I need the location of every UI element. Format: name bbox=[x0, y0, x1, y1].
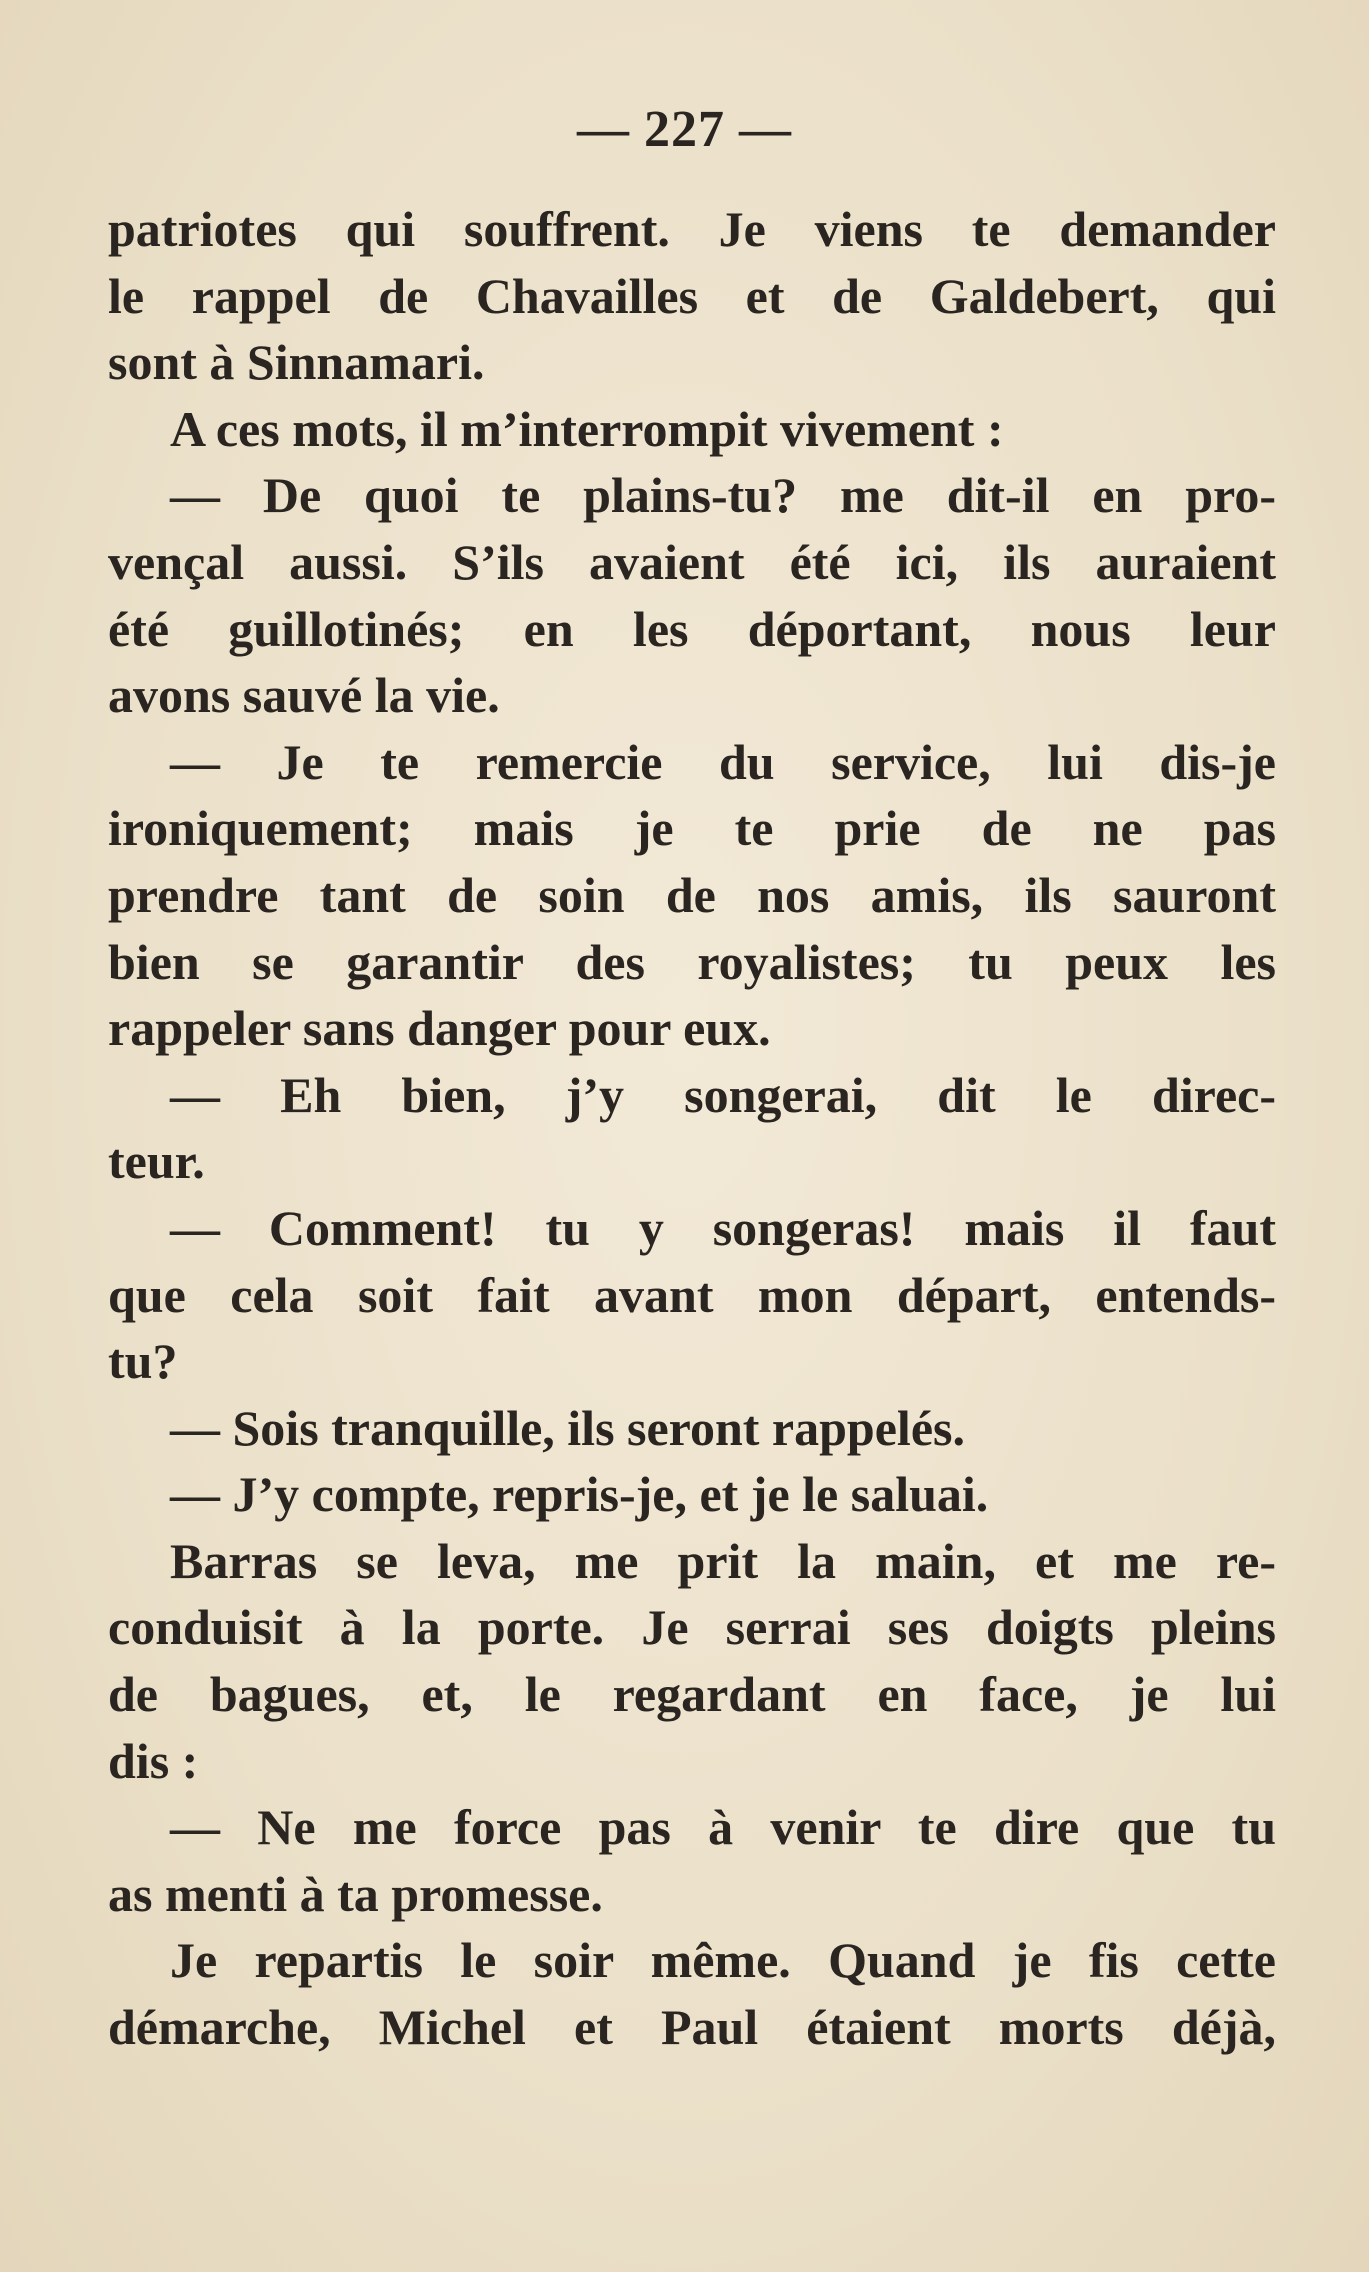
text-line: teur. bbox=[108, 1133, 205, 1190]
text-line: sont à Sinnamari. bbox=[108, 334, 485, 391]
text-line: été guillotinés; en les déportant, nous leur bbox=[108, 600, 1276, 657]
text-line: — Je te remercie du service, lui dis-je bbox=[170, 733, 1276, 790]
text-line: avons sauvé la vie. bbox=[108, 667, 500, 724]
text-line: le rappel de Chavailles et de Galdebert, qui bbox=[108, 267, 1276, 324]
text-line: A ces mots, il m’interrompit vivement : bbox=[170, 400, 1004, 457]
text-line: Je repartis le soir même. Quand je fis cette bbox=[170, 1932, 1276, 1989]
text-line: ironiquement; mais je te prie de ne pas bbox=[108, 800, 1276, 857]
text-line: dis : bbox=[108, 1732, 199, 1789]
text-line: — Ne me force pas à venir te dire que tu bbox=[170, 1799, 1276, 1856]
text-line: prendre tant de soin de nos amis, ils sauront bbox=[108, 866, 1276, 923]
text-line: — Sois tranquille, ils seront rappelés. bbox=[170, 1399, 965, 1456]
text-line: que cela soit fait avant mon départ, entends- bbox=[108, 1266, 1276, 1323]
text-line: conduisit à la porte. Je serrai ses doigts pleins bbox=[108, 1599, 1276, 1656]
text-line: — De quoi te plains-tu? me dit-il en pro- bbox=[170, 467, 1276, 524]
text-line: tu? bbox=[108, 1333, 178, 1390]
text-line: — Eh bien, j’y songerai, dit le direc- bbox=[170, 1066, 1276, 1123]
text-line: patriotes qui souffrent. Je viens te demander bbox=[108, 201, 1276, 257]
text-line: Barras se leva, me prit la main, et me re- bbox=[170, 1532, 1276, 1589]
text-line: de bagues, et, le regardant en face, je lui bbox=[108, 1666, 1276, 1723]
text-line: rappeler sans danger pour eux. bbox=[108, 1000, 771, 1057]
text-line: démarche, Michel et Paul étaient morts déjà, bbox=[108, 1999, 1276, 2056]
text-line: bien se garantir des royalistes; tu peux les bbox=[108, 933, 1276, 990]
text-line: as menti à ta promesse. bbox=[108, 1865, 603, 1922]
page-number: — 227 — bbox=[577, 101, 792, 158]
text-line: vençal aussi. S’ils avaient été ici, ils auraient bbox=[108, 533, 1276, 590]
text-line: — J’y compte, repris-je, et je le saluai. bbox=[170, 1466, 989, 1523]
body-text bbox=[108, 196, 1276, 2061]
text-line: — Comment! tu y songeras! mais il faut bbox=[170, 1199, 1276, 1256]
